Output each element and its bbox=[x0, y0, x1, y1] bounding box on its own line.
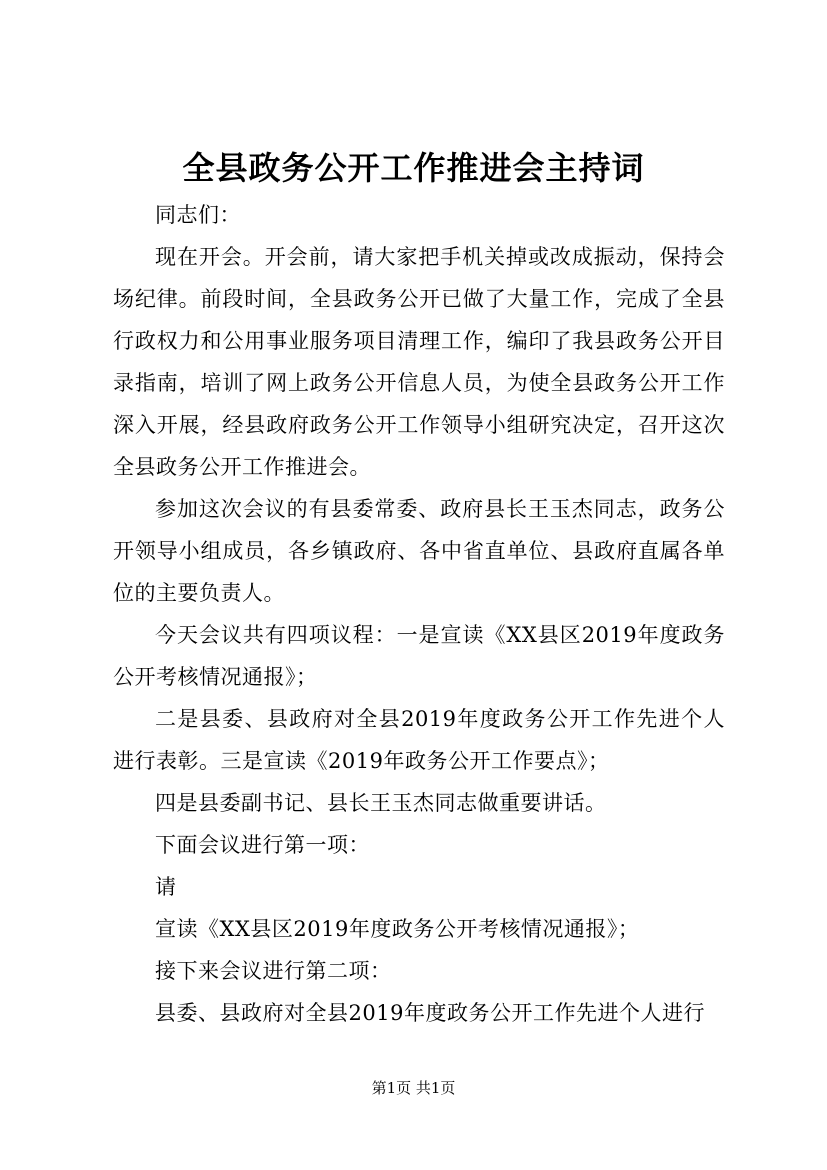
paragraph-attendees: 参加这次会议的有县委常委、政府县长王玉杰同志，政务公开领导小组成员，各乡镇政府、各中省直单位、县政府直属各单位的主要负责人。 bbox=[113, 497, 725, 605]
document-title: 全县政务公开工作推进会主持词 bbox=[182, 149, 645, 187]
paragraph-agenda-1: 今天会议共有四项议程：一是宣读《XX县区2019年度政务公开考核情况通报》； bbox=[113, 623, 725, 689]
paragraph-agenda-4: 四是县委副书记、县长王玉杰同志做重要讲话。 bbox=[155, 791, 607, 815]
paragraph-opening: 现在开会。开会前，请大家把手机关掉或改成振动，保持会场纪律。前段时间，全县政务公开已做了大量工作，完成了全县行政权力和公用事业服务项目清理工作，编印了我县政务公开目录指南，培训了网上政务公开信息人员，为使全县政务公开工作深入开展，经县政府政务公开工作领导小组研究决定，召开这次全县政务公开工作推进会。 bbox=[113, 245, 725, 479]
paragraph-greeting: 同志们： bbox=[155, 203, 241, 227]
paragraph-item-2: 接下来会议进行第二项： bbox=[155, 959, 392, 983]
document-body bbox=[113, 194, 725, 1034]
paragraph-agenda-2-3: 二是县委、县政府对全县2019年度政务公开工作先进个人进行表彰。三是宣读《2019年政务公开工作要点》； bbox=[113, 707, 725, 773]
paragraph-read-report: 宣读《XX县区2019年度政务公开考核情况通报》； bbox=[155, 917, 640, 941]
paragraph-please: 请 bbox=[155, 875, 177, 899]
paragraph-commendation: 县委、县政府对全县2019年度政务公开工作先进个人进行 bbox=[155, 1001, 705, 1025]
page-footer: 第1页 共1页 bbox=[371, 1079, 456, 1097]
paragraph-item-1: 下面会议进行第一项： bbox=[155, 833, 370, 857]
